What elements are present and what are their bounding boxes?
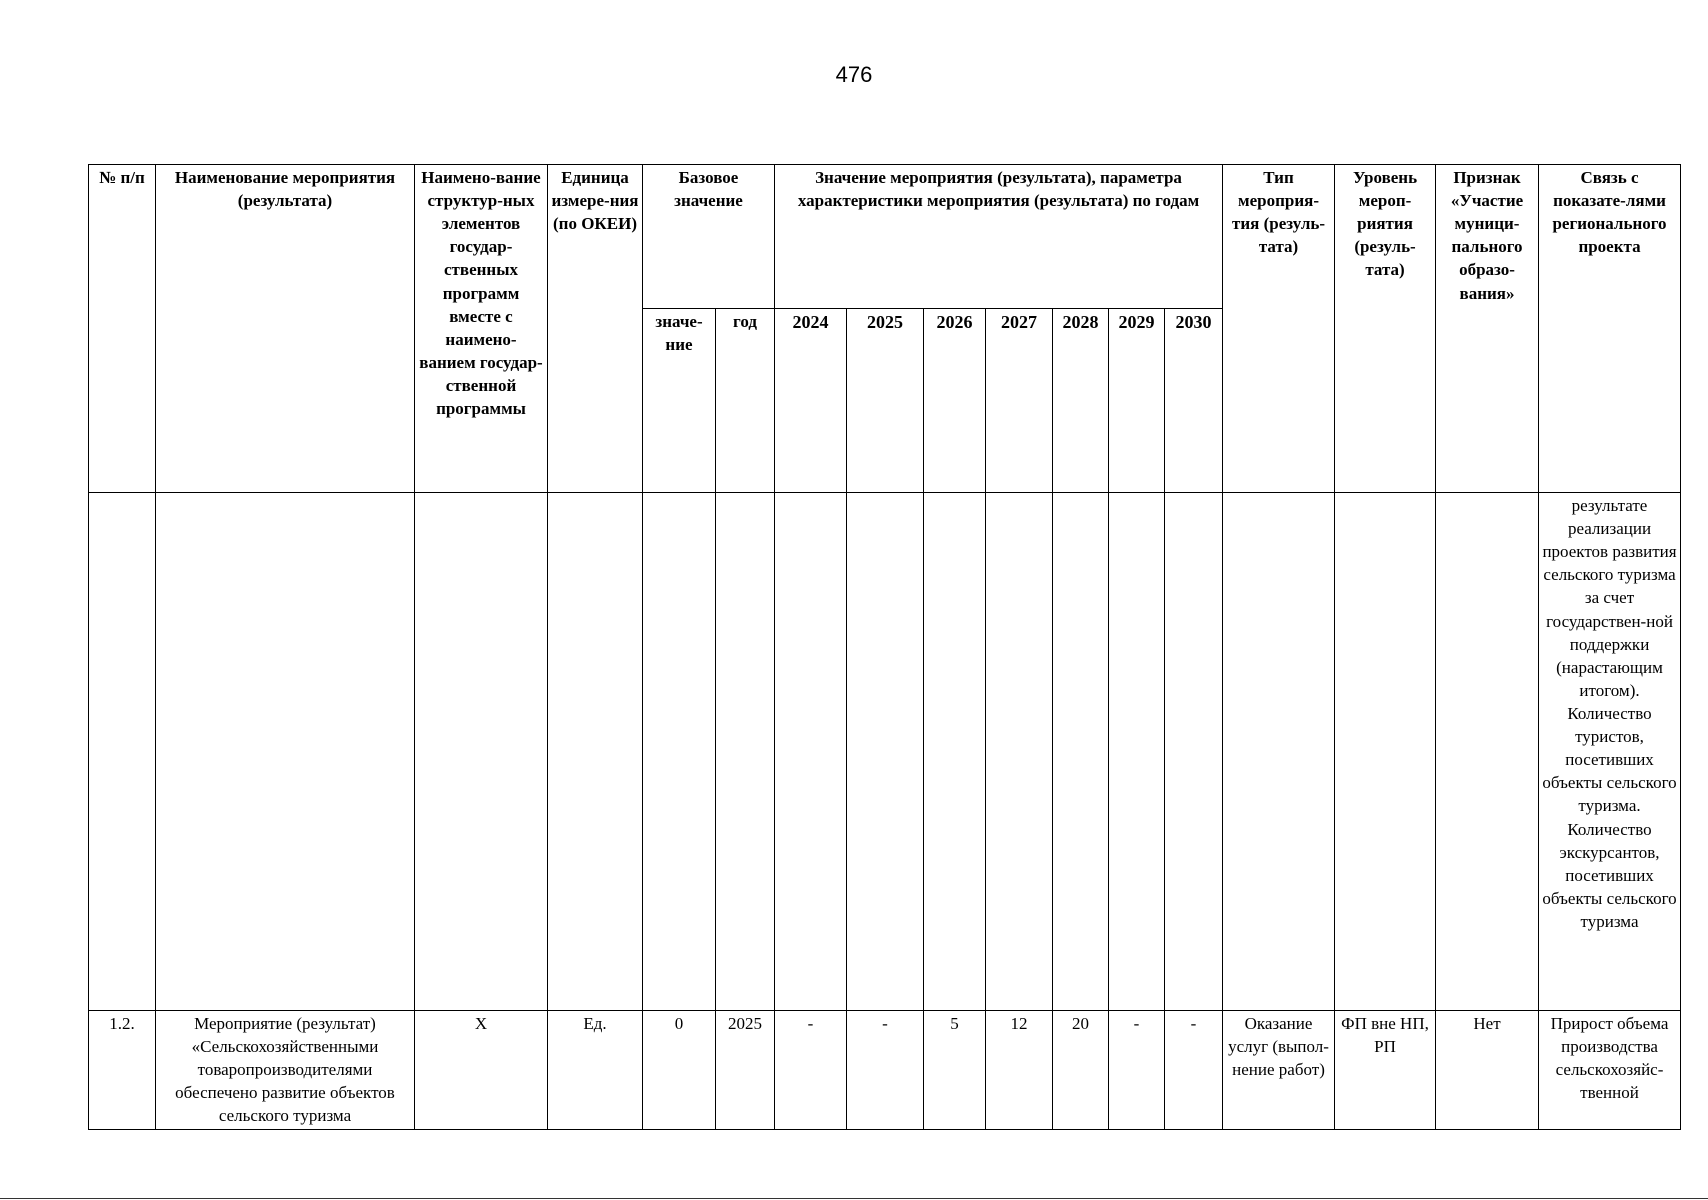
cell-empty [1053,493,1109,1011]
header-structural: Наимено-вание структур-ных элементов государ-ственных программ вместе с наимено-ванием государ-ственной программы [415,165,548,493]
header-unit: Единица измере-ния (по ОКЕИ) [548,165,643,493]
cell-empty [716,493,775,1011]
header-base-year: год [716,309,775,493]
header-type: Тип мероприя-тия (резуль-тата) [1223,165,1335,493]
continuation-link-text: результате реализации проектов развития сельского туризма за счет государствен-ной поддержки (нарастающим итогом). Количество туристов, посетивших объекты сельского туризма. Количество экскурсантов, посетивших объекты сельского туризма [1539,493,1681,1011]
cell-empty [924,493,986,1011]
row-base-value: 0 [643,1011,716,1130]
header-base-value: значе-ние [643,309,716,493]
row-name: Мероприятие (результат) «Сельскохозяйственными товаропроизводителями обеспечено развитие объектов сельского туризма [156,1011,415,1130]
header-year-2029: 2029 [1109,309,1165,493]
row-structural: X [415,1011,548,1130]
row-value-2026: 5 [924,1011,986,1130]
header-year-2025: 2025 [847,309,924,493]
header-base: Базовое значение [643,165,775,309]
header-year-2027: 2027 [986,309,1053,493]
cell-empty [415,493,548,1011]
cell-empty [1109,493,1165,1011]
cell-empty [1436,493,1539,1011]
header-year-2030: 2030 [1165,309,1223,493]
header-municipal: Признак «Участие муници-пального образо-вания» [1436,165,1539,493]
cell-empty [1165,493,1223,1011]
cell-empty [1335,493,1436,1011]
cell-empty [643,493,716,1011]
row-municipal: Нет [1436,1011,1539,1130]
header-year-2024: 2024 [775,309,847,493]
cell-empty [156,493,415,1011]
row-num: 1.2. [89,1011,156,1130]
header-link: Связь с показате-лями регионального проекта [1539,165,1681,493]
row-value-2028: 20 [1053,1011,1109,1130]
cell-empty [548,493,643,1011]
header-values: Значение мероприятия (результата), параметра характеристики мероприятия (результата) по годам [775,165,1223,309]
cell-empty [89,493,156,1011]
header-year-2028: 2028 [1053,309,1109,493]
cell-empty [1223,493,1335,1011]
cell-empty [986,493,1053,1011]
header-name: Наименование мероприятия (результата) [156,165,415,493]
row-type: Оказание услуг (выпол-нение работ) [1223,1011,1335,1130]
row-value-2029: - [1109,1011,1165,1130]
row-link: Прирост объема производства сельскохозяйс-твенной [1539,1011,1681,1130]
row-unit: Ед. [548,1011,643,1130]
page-bottom-rule [0,1198,1708,1199]
row-level: ФП вне НП, РП [1335,1011,1436,1130]
activities-table [88,164,1681,1130]
continuation-row [89,493,1681,1011]
page-number: 476 [835,62,873,87]
header-num: № п/п [89,165,156,493]
header-year-2026: 2026 [924,309,986,493]
cell-empty [775,493,847,1011]
row-value-2025: - [847,1011,924,1130]
row-base-year: 2025 [716,1011,775,1130]
row-value-2030: - [1165,1011,1223,1130]
header-level: Уровень мероп-риятия (резуль-тата) [1335,165,1436,493]
cell-empty [847,493,924,1011]
row-value-2027: 12 [986,1011,1053,1130]
row-value-2024: - [775,1011,847,1130]
table-row [89,1011,1681,1130]
